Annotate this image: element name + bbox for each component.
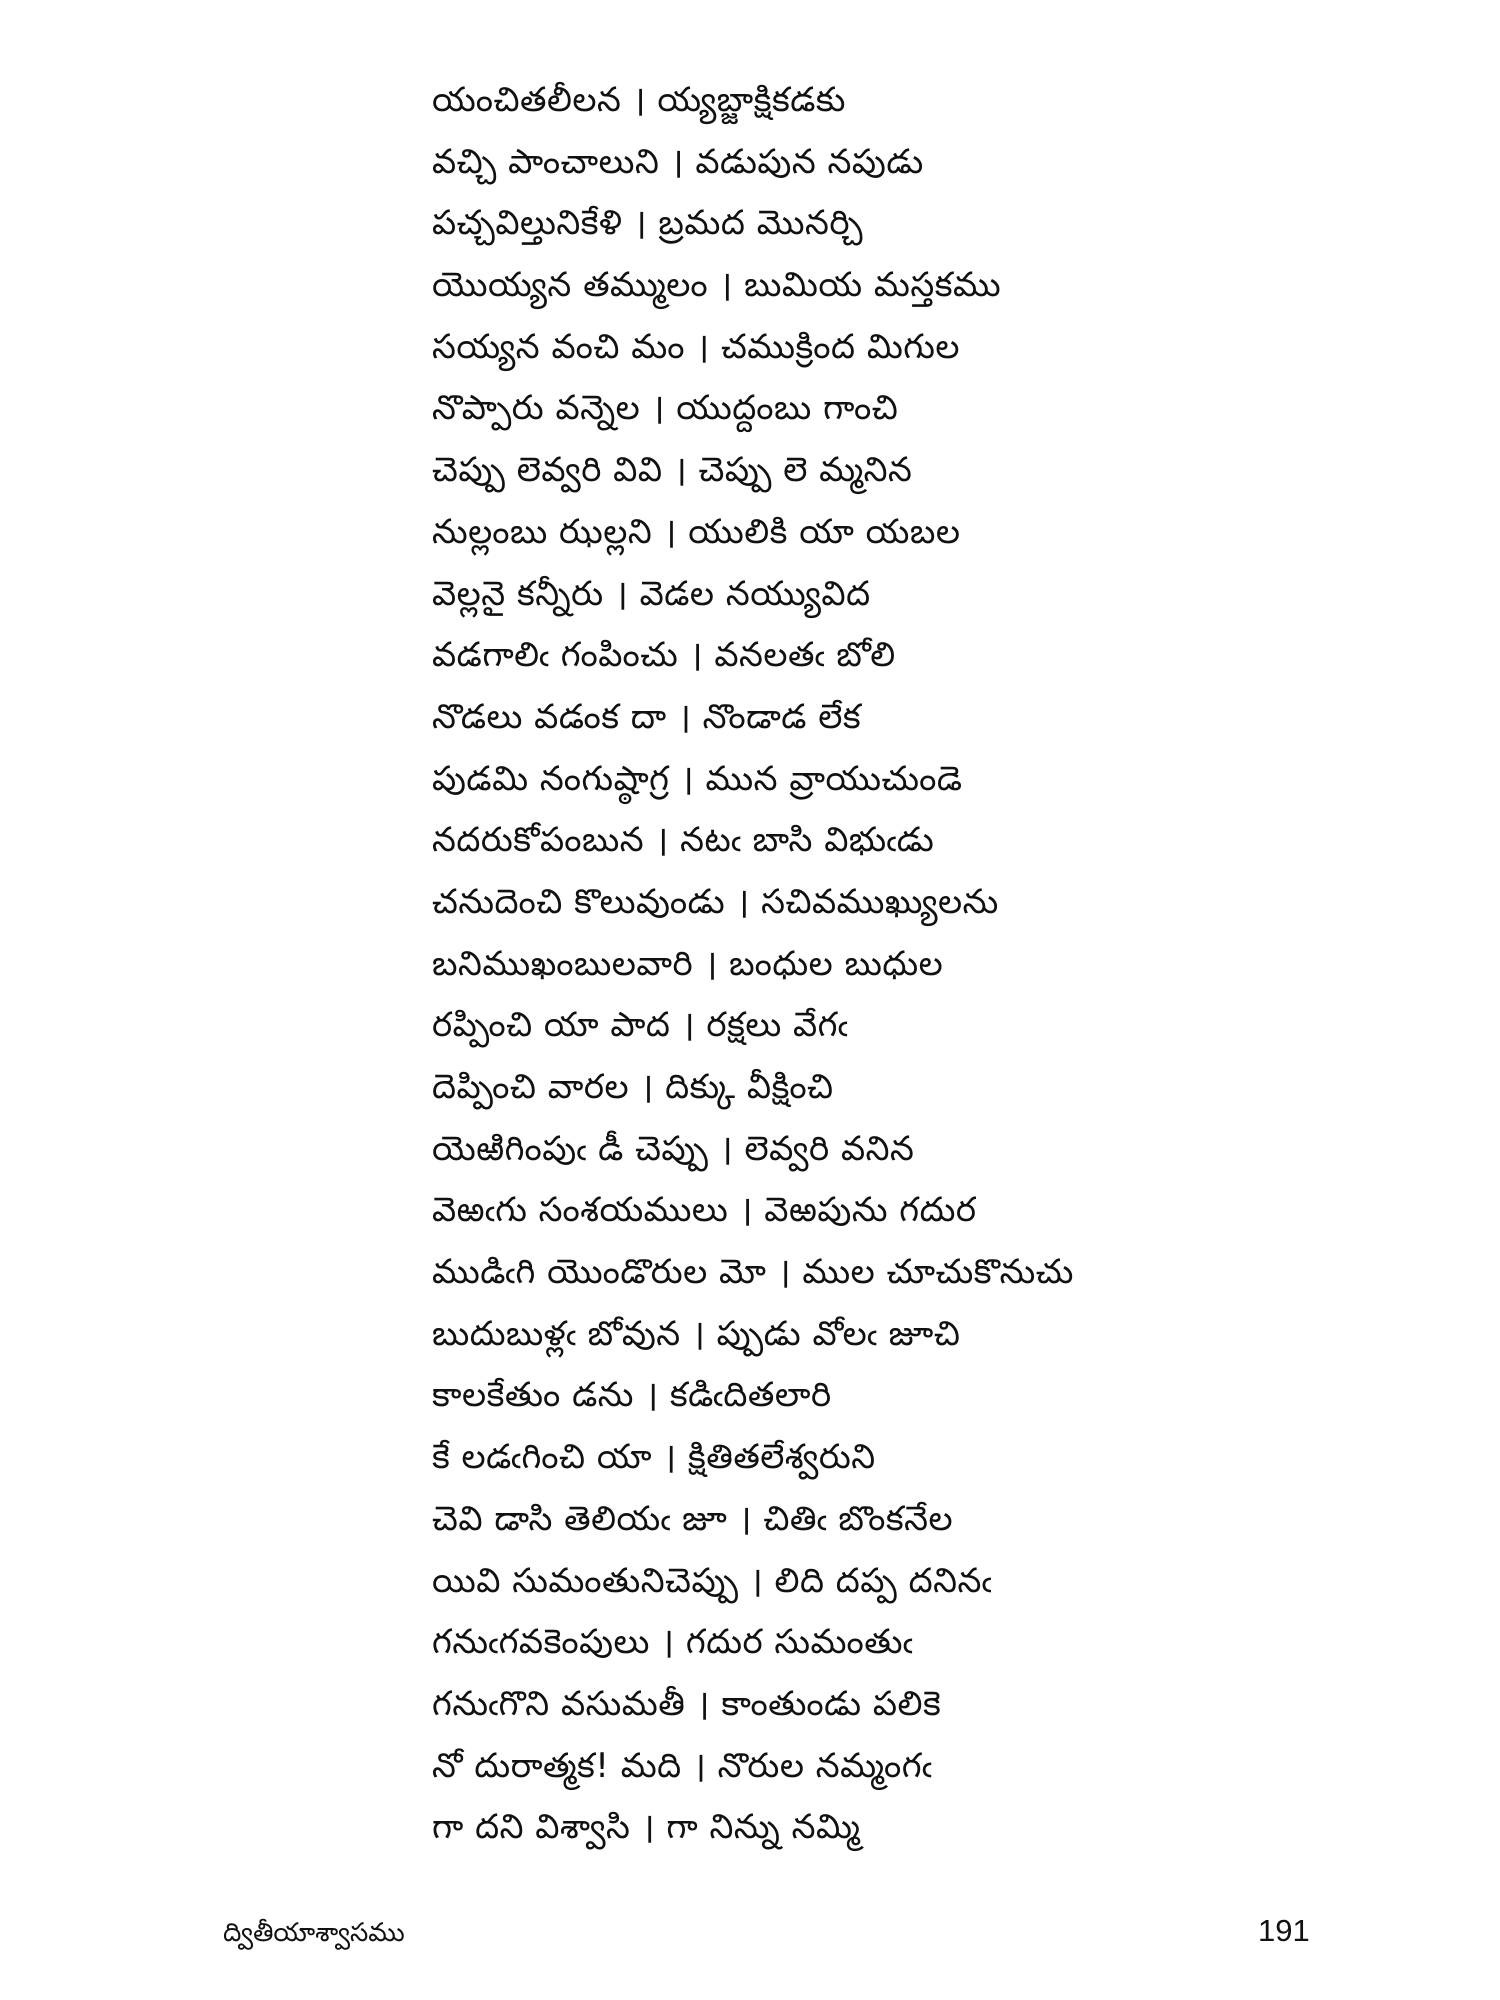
page-number: 191 — [1258, 1913, 1310, 1948]
verse-line: కే లడఁగించి యా । క్షితితలేశ్వరుని — [432, 1437, 876, 1478]
verse-line: వెఱఁగు సంశయములు । వెఱపును గదుర — [432, 1190, 977, 1231]
verse-line: చెవి డాసి తెలియఁ జూ । చితిఁ బొంకనేల — [432, 1498, 954, 1539]
verse-line: నొప్పారు వన్నెల । యుద్దంబు గాంచి — [432, 388, 899, 429]
verse-line: చెప్పు లెవ్వరి వివి । చెప్పు లె మ్మనిన — [432, 450, 913, 491]
verse-line: నుల్లంబు ఝల్లని । యులికి యా యబల — [432, 511, 961, 552]
verse-line: రప్పించి యా పాద । రక్షలు వేగఁ — [432, 1005, 849, 1046]
verse-line: గనుఁగొని వసుమతీ । కాంతుండు పలికె — [432, 1683, 942, 1724]
verse-line: నో దురాత్మక! మది । నొరుల నమ్మంగఁ — [432, 1745, 933, 1786]
verse-line: యివి సుమంతునిచెప్పు । లిది దప్ప దనినఁ — [432, 1560, 992, 1601]
verse-block — [432, 70, 1332, 1859]
verse-line: యొయ్యన తమ్ములం । బుమియ మస్తకము — [432, 265, 1002, 306]
verse-line: ముడిఁగి యొండొరుల మో । ముల చూచుకొనుచు — [432, 1252, 1074, 1293]
verse-line: వెల్లనై కన్నీరు । వెడల నయ్యువిద — [432, 573, 871, 614]
verse-line: పుడమి నంగుష్ఠాగ్ర । మున వ్రాయుచుండె — [432, 758, 963, 799]
verse-line: వచ్చి పాంచాలుని । వడుపున నపుడు — [432, 141, 924, 182]
verse-line: గా దని విశ్వాసి । గా నిన్ను నమ్మి — [432, 1807, 861, 1848]
verse-line: పచ్చవిల్తునికేళి । బ్రమద మొనర్చి — [432, 203, 864, 244]
verse-line: సయ్యన వంచి మం । చముక్రింద మిగుల — [432, 326, 960, 367]
verse-line: బుదుబుళ్లఁ బోవున । ప్పుడు వోలఁ జూచి — [432, 1313, 961, 1354]
verse-line: కాలకేతుం డను । కడిఁదితలారి — [432, 1375, 832, 1416]
verse-line: దెప్పించి వారల । దిక్కు వీక్షించి — [432, 1067, 834, 1107]
verse-line: గనుఁగవకెంపులు । గదుర సుమంతుఁ — [432, 1622, 914, 1663]
verse-line: బనిముఖంబులవారి । బంధుల బుధుల — [432, 943, 944, 984]
verse-line: యంచితలీలన । య్యబ్జాక్షికడకు — [432, 80, 846, 120]
verse-line: నొడలు వడంక దా । నొండాడ లేక — [432, 696, 862, 737]
verse-line: చనుదెంచి కొలువుండు । సచివముఖ్యులను — [432, 881, 999, 922]
verse-line: నదరుకోపంబున । నటఁ బాసి విభుఁడు — [432, 820, 935, 861]
section-title: ద్వితీయాశ్వాసము — [223, 1918, 405, 1948]
verse-line: వడగాలిఁ గంపించు । వనలతఁ బోలి — [432, 635, 896, 676]
verse-line: యెఱిగింపుఁ డీ చెప్పు । లెవ్వరి వనిన — [432, 1128, 915, 1169]
